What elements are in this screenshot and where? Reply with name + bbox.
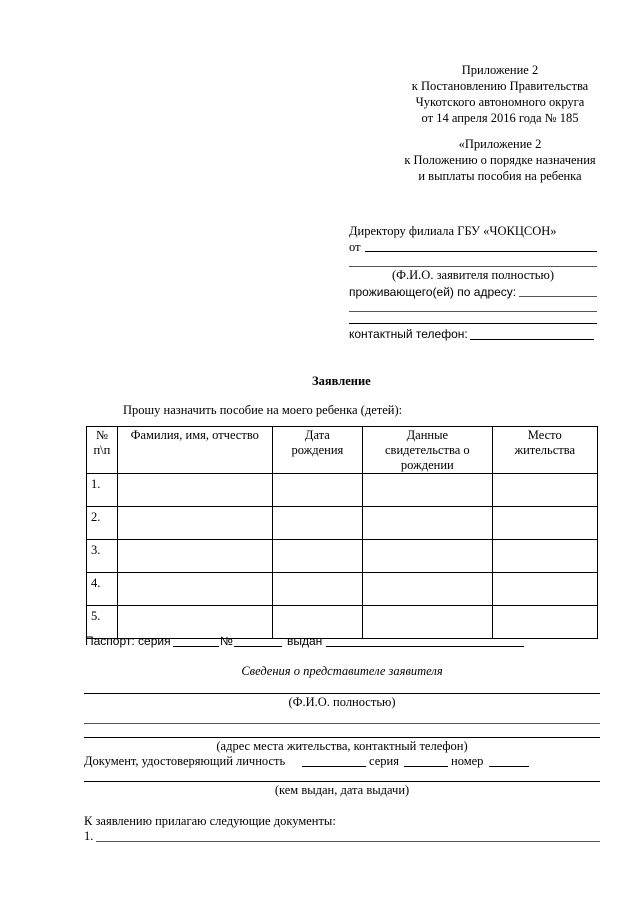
children-table xyxy=(86,426,598,639)
column-header-birthdate: Дата рождения xyxy=(272,427,363,474)
column-header-certificate: Данные свидетельства о рождении xyxy=(363,427,492,474)
addressee-phone-label: контактный телефон: xyxy=(349,327,468,341)
row-number: 4. xyxy=(87,573,118,606)
appendix-subheader xyxy=(380,136,620,184)
cell-certificate[interactable] xyxy=(363,540,492,573)
table-row xyxy=(87,474,598,507)
representative-series-field[interactable] xyxy=(404,766,448,767)
cell-fio[interactable] xyxy=(117,573,272,606)
appendix-line: Чукотского автономного округа xyxy=(415,95,585,109)
appendix-line: к Постановлению Правительства xyxy=(411,79,589,93)
cell-fio[interactable] xyxy=(117,540,272,573)
cell-residence[interactable] xyxy=(492,573,597,606)
appendix-line: «Приложение 2 xyxy=(458,137,542,151)
cell-certificate[interactable] xyxy=(363,474,492,507)
row-number: 3. xyxy=(87,540,118,573)
cell-certificate[interactable] xyxy=(363,606,492,639)
cell-residence[interactable] xyxy=(492,474,597,507)
table-header-row xyxy=(87,427,598,474)
representative-fio-field[interactable] xyxy=(84,693,600,694)
passport-number-field[interactable] xyxy=(234,646,282,647)
representative-issued-field[interactable] xyxy=(84,781,600,782)
addressee-director: Директору филиала ГБУ «ЧОКЦСОН» xyxy=(349,224,557,238)
passport-issued-field[interactable] xyxy=(326,646,524,647)
representative-heading: Сведения о представителе заявителя xyxy=(241,664,443,678)
cell-birthdate[interactable] xyxy=(272,507,363,540)
cell-certificate[interactable] xyxy=(363,573,492,606)
representative-address-field-2[interactable] xyxy=(84,737,600,738)
address-field-line[interactable] xyxy=(519,296,597,297)
passport-issued-label: выдан xyxy=(287,634,323,648)
address-field-line-2[interactable] xyxy=(349,311,597,312)
representative-issued-caption: (кем выдан, дата выдачи) xyxy=(274,783,410,797)
representative-number-field[interactable] xyxy=(489,766,529,767)
representative-doc-type-field[interactable] xyxy=(302,766,366,767)
representative-number-label: номер xyxy=(451,754,484,768)
representative-address-field[interactable] xyxy=(84,723,600,724)
addressee-residing-label: проживающего(ей) по адресу: xyxy=(349,285,517,299)
column-header-residence: Место жительства xyxy=(492,427,597,474)
cell-residence[interactable] xyxy=(492,507,597,540)
column-header-number: № п\п xyxy=(87,427,118,474)
cell-fio[interactable] xyxy=(117,474,272,507)
cell-birthdate[interactable] xyxy=(272,573,363,606)
representative-fio-caption: (Ф.И.О. полностью) xyxy=(288,695,396,709)
fio-field-line[interactable] xyxy=(349,266,597,267)
addressee-fio-caption: (Ф.И.О. заявителя полностью) xyxy=(391,268,555,282)
appendix-line: от 14 апреля 2016 года № 185 xyxy=(421,111,579,125)
attachment-item-number: 1. xyxy=(84,829,94,843)
appendix-header xyxy=(380,62,620,126)
document-title: Заявление xyxy=(312,374,371,388)
table-row xyxy=(87,507,598,540)
cell-fio[interactable] xyxy=(117,507,272,540)
cell-residence[interactable] xyxy=(492,606,597,639)
representative-series-label: серия xyxy=(369,754,399,768)
passport-series-label: Паспорт: серия xyxy=(85,634,171,648)
attachment-item-field[interactable] xyxy=(96,841,600,842)
passport-series-field[interactable] xyxy=(173,646,219,647)
cell-birthdate[interactable] xyxy=(272,474,363,507)
row-number: 1. xyxy=(87,474,118,507)
representative-address-caption: (адрес места жительства, контактный телефон) xyxy=(216,739,468,753)
address-field-line-3[interactable] xyxy=(349,323,597,324)
row-number: 2. xyxy=(87,507,118,540)
column-header-fio: Фамилия, имя, отчество xyxy=(117,427,272,474)
passport-number-label: № xyxy=(220,634,233,648)
appendix-line: и выплаты пособия на ребенка xyxy=(418,169,582,183)
cell-residence[interactable] xyxy=(492,540,597,573)
from-field-line[interactable] xyxy=(365,251,597,252)
addressee-from-label: от xyxy=(349,240,361,254)
attachments-intro: К заявлению прилагаю следующие документы: xyxy=(84,814,336,828)
cell-birthdate[interactable] xyxy=(272,540,363,573)
table-row xyxy=(87,540,598,573)
representative-doc-label: Документ, удостоверяющий личность xyxy=(84,754,286,768)
cell-certificate[interactable] xyxy=(363,507,492,540)
appendix-line: к Положению о порядке назначения xyxy=(404,153,596,167)
row-number: 5. xyxy=(87,606,118,639)
request-text: Прошу назначить пособие на моего ребенка (детей): xyxy=(123,403,403,417)
appendix-line: Приложение 2 xyxy=(461,63,539,77)
table-row xyxy=(87,573,598,606)
phone-field-line[interactable] xyxy=(470,339,594,340)
